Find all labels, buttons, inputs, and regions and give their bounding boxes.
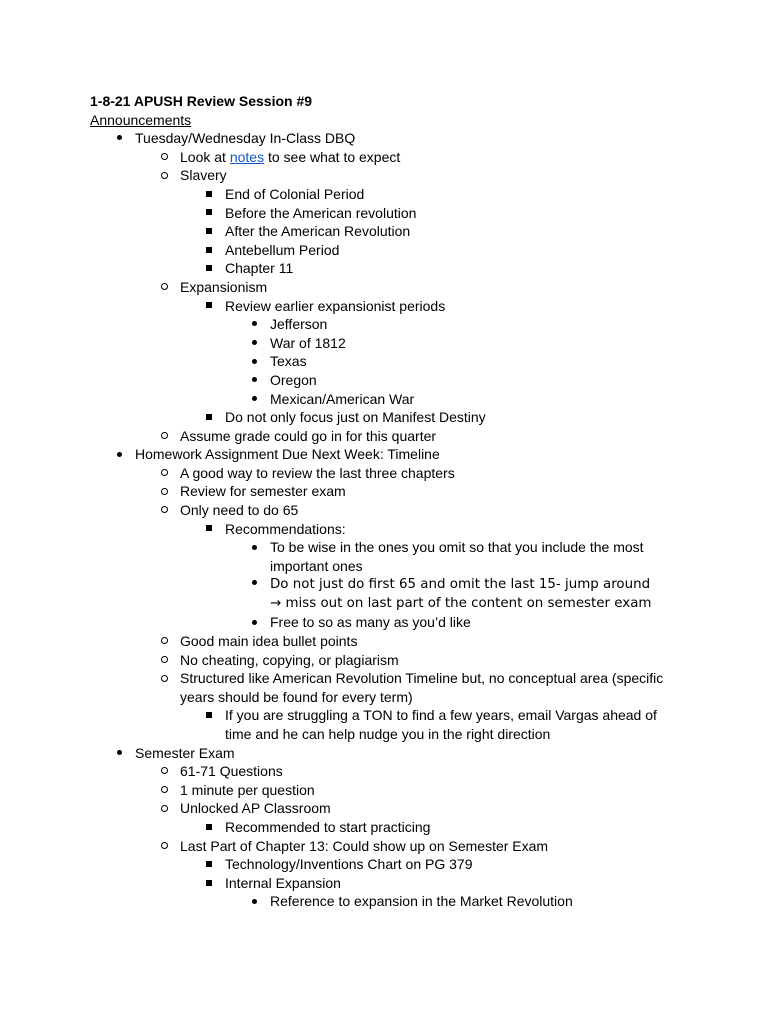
bullet-dot-icon xyxy=(247,538,261,557)
list-item: Do not just do first 65 and omit the last 15- jump around → miss out on last part of the content on semester exam xyxy=(90,575,665,613)
list-item-expansionism: Expansionism xyxy=(90,278,690,297)
bullet-circle-icon xyxy=(157,632,171,651)
bullet-circle-icon xyxy=(157,482,171,501)
list-item: 61-71 Questions xyxy=(90,762,690,781)
list-item: Technology/Inventions Chart on PG 379 xyxy=(90,855,690,874)
list-item: Review earlier expansionist periods xyxy=(90,297,690,316)
list-item: Before the American revolution xyxy=(90,204,690,223)
bullet-square-icon xyxy=(202,818,216,837)
bullet-dot-icon xyxy=(247,352,261,371)
bullet-square-icon xyxy=(202,297,216,316)
bullet-circle-icon xyxy=(157,651,171,670)
announcements-heading: Announcements xyxy=(90,111,192,128)
list-item: Antebellum Period xyxy=(90,241,690,260)
list-item: Assume grade could go in for this quarter xyxy=(90,427,690,446)
bullet-square-icon xyxy=(202,874,216,893)
bullet-circle-icon xyxy=(157,781,171,800)
bullet-dot-icon xyxy=(247,390,261,409)
bullet-square-icon xyxy=(202,185,216,204)
list-item-homework: Homework Assignment Due Next Week: Timeline xyxy=(90,445,690,464)
bullet-circle-icon xyxy=(157,762,171,781)
list-item: Only need to do 65 xyxy=(90,501,690,520)
bullet-circle-icon xyxy=(157,464,171,483)
list-item: Chapter 11 xyxy=(90,259,690,278)
list-item: Internal Expansion xyxy=(90,874,690,893)
bullet-circle-icon xyxy=(157,148,171,167)
bullet-dot-icon xyxy=(112,445,126,464)
list-item: To be wise in the ones you omit so that you include the most important ones xyxy=(90,538,665,575)
list-item: A good way to review the last three chapters xyxy=(90,464,690,483)
list-item-slavery: Slavery xyxy=(90,166,690,185)
list-item-recommendations: Recommendations: xyxy=(90,520,690,539)
list-item: Free to so as many as you’d like xyxy=(90,613,690,632)
list-item: After the American Revolution xyxy=(90,222,690,241)
bullet-circle-icon xyxy=(157,501,171,520)
list-item: Review for semester exam xyxy=(90,482,690,501)
bullet-dot-icon xyxy=(112,129,126,148)
list-item: Oregon xyxy=(90,371,690,390)
list-item: No cheating, copying, or plagiarism xyxy=(90,651,690,670)
bullet-square-icon xyxy=(202,204,216,223)
list-item: Do not only focus just on Manifest Destiny xyxy=(90,408,690,427)
bullet-dot-icon xyxy=(247,892,261,911)
bullet-dot-icon xyxy=(112,744,126,763)
bullet-square-icon xyxy=(202,408,216,427)
bullet-square-icon xyxy=(202,520,216,539)
bullet-square-icon xyxy=(202,222,216,241)
bullet-circle-icon xyxy=(157,278,171,297)
list-item: End of Colonial Period xyxy=(90,185,690,204)
bullet-square-icon xyxy=(202,241,216,260)
list-item-semester-exam: Semester Exam xyxy=(90,744,690,763)
list-item: 1 minute per question xyxy=(90,781,690,800)
bullet-circle-icon xyxy=(157,799,171,818)
document-body xyxy=(90,92,690,911)
list-item: War of 1812 xyxy=(90,334,690,353)
list-item: Jefferson xyxy=(90,315,690,334)
bullet-dot-icon xyxy=(247,371,261,390)
document-title: 1-8-21 APUSH Review Session #9 xyxy=(90,93,313,109)
list-item: Recommended to start practicing xyxy=(90,818,690,837)
bullet-dot-icon xyxy=(247,575,261,594)
bullet-square-icon xyxy=(202,706,216,725)
bullet-circle-icon xyxy=(157,669,171,688)
list-item: Good main idea bullet points xyxy=(90,632,690,651)
bullet-dot-icon xyxy=(247,334,261,353)
list-item-dbq: Tuesday/Wednesday In-Class DBQ xyxy=(90,129,690,148)
bullet-dot-icon xyxy=(247,613,261,632)
bullet-circle-icon xyxy=(157,837,171,856)
bullet-circle-icon xyxy=(157,166,171,185)
list-item: If you are struggling a TON to find a few years, email Vargas ahead of time and he can help nudge you in the right direction xyxy=(90,706,665,743)
list-item-look-at-notes: Look at notes to see what to expect xyxy=(90,148,690,167)
list-item: Reference to expansion in the Market Revolution xyxy=(90,892,690,911)
bullet-square-icon xyxy=(202,259,216,278)
bullet-dot-icon xyxy=(247,315,261,334)
notes-link[interactable]: notes xyxy=(229,148,265,165)
list-item: Last Part of Chapter 13: Could show up on Semester Exam xyxy=(90,837,690,856)
list-item: Unlocked AP Classroom xyxy=(90,799,690,818)
list-item: Structured like American Revolution Timeline but, no conceptual area (specific years should be found for every term) xyxy=(90,669,670,706)
list-item: Mexican/American War xyxy=(90,390,690,409)
list-item: Texas xyxy=(90,352,690,371)
bullet-square-icon xyxy=(202,855,216,874)
bullet-circle-icon xyxy=(157,427,171,446)
